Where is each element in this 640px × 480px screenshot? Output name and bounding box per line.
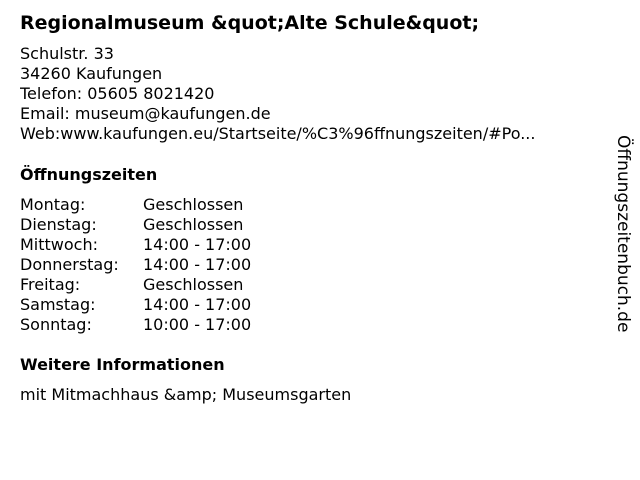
listing-card: [20, 8, 610, 405]
website-label: Web:: [20, 124, 61, 143]
day-label: Donnerstag:: [20, 255, 119, 274]
more-info-heading: Weitere Informationen: [20, 355, 225, 374]
day-label: Freitag:: [20, 275, 81, 294]
email-address: Email: museum@kaufungen.de: [20, 104, 271, 123]
hours-value: 14:00 - 17:00: [143, 295, 252, 314]
hours-value: 14:00 - 17:00: [143, 235, 252, 254]
day-label: Samstag:: [20, 295, 96, 314]
hours-row-tuesday: [20, 215, 610, 235]
city-address: 34260 Kaufungen: [20, 64, 163, 83]
brand-watermark: Öffnungszeitenbuch.de: [613, 135, 633, 333]
opening-hours-heading: Öffnungszeiten: [20, 165, 158, 184]
website-link[interactable]: www.kaufungen.eu/Startseite/%C3%96ffnungszeiten/#Po...: [60, 124, 536, 143]
hours-value: 14:00 - 17:00: [143, 255, 252, 274]
hours-value: Geschlossen: [143, 215, 244, 234]
hours-row-wednesday: [20, 235, 610, 255]
page-title: Regionalmuseum &quot;Alte Schule&quot;: [20, 12, 480, 34]
hours-value: 10:00 - 17:00: [143, 315, 252, 334]
opening-hours-table: [20, 195, 610, 335]
phone-number: Telefon: 05605 8021420: [20, 84, 215, 103]
hours-row-thursday: [20, 255, 610, 275]
hours-row-monday: [20, 195, 610, 215]
street-address: Schulstr. 33: [20, 44, 114, 63]
day-label: Montag:: [20, 195, 86, 214]
hours-value: Geschlossen: [143, 275, 244, 294]
address-block: [20, 44, 610, 144]
day-label: Dienstag:: [20, 215, 97, 234]
hours-value: Geschlossen: [143, 195, 244, 214]
day-label: Mittwoch:: [20, 235, 98, 254]
hours-row-saturday: [20, 295, 610, 315]
website-row: [20, 124, 595, 144]
hours-row-friday: [20, 275, 610, 295]
hours-row-sunday: [20, 315, 610, 335]
day-label: Sonntag:: [20, 315, 92, 334]
more-info-text: mit Mitmachhaus &amp; Museumsgarten: [20, 385, 352, 404]
